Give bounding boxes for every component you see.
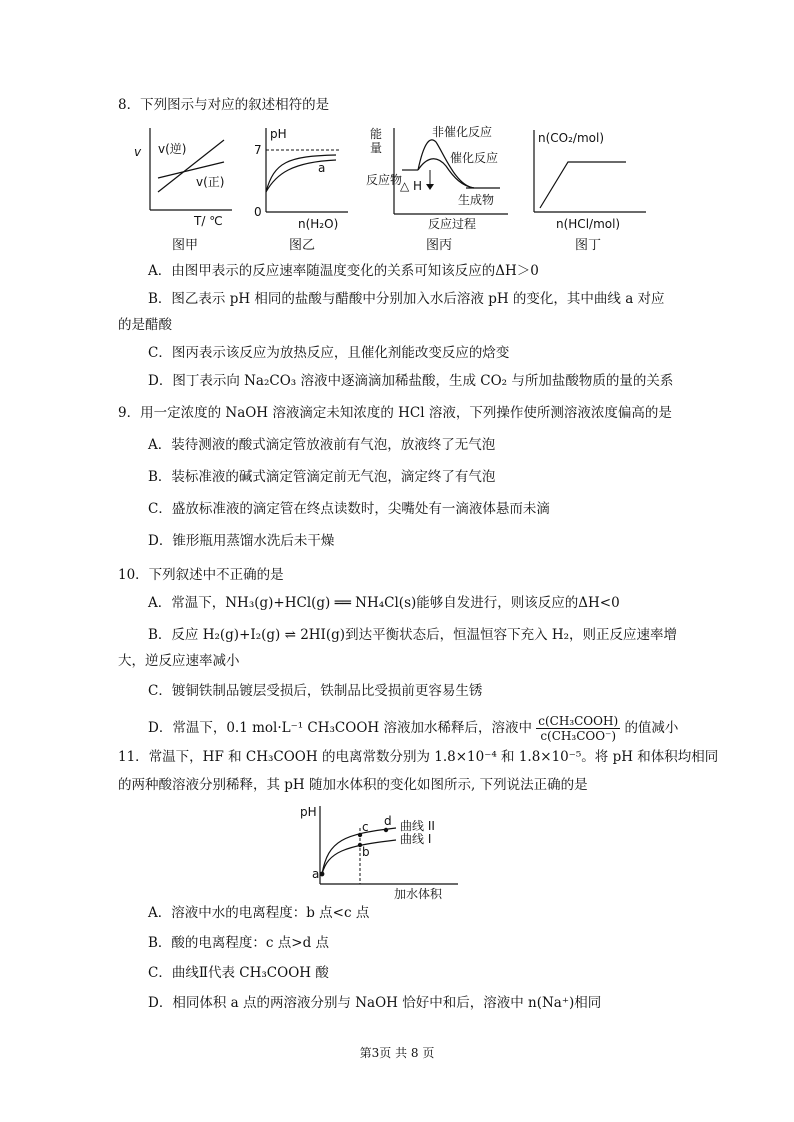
q11-point-d: d (384, 814, 392, 828)
q11-curve-1-label: 曲线 I (400, 832, 432, 846)
jia-curve-forward: v(正) (196, 175, 225, 189)
bing-reactant: 反应物 (366, 173, 403, 187)
q9-option-b: B．装标准液的碱式滴定管滴定前无气泡，滴定终了有气泡 (148, 469, 496, 485)
ding-y-label: n(CO₂/mol) (538, 131, 605, 145)
q10-option-a: A．常温下，NH₃(g)+HCl(g) ══ NH₄Cl(s)能够自发进行，则该反应的ΔH<0 (148, 595, 620, 611)
q11-stem-line2: 的两种酸溶液分别稀释，其 pH 随加水体积的变化如图所示, 下列说法正确的是 (118, 777, 588, 793)
bing-y-label-1: 能 (370, 127, 383, 141)
q8-stem: 8．下列图示与对应的叙述相符的是 (118, 97, 330, 113)
caption-ding: 图丁 (574, 238, 601, 253)
q10-d-fraction (536, 714, 620, 743)
q11-option-a: A．溶液中水的电离程度：b 点<c 点 (148, 905, 370, 921)
q8-option-c: C．图丙表示该反应为放热反应，且催化剂能改变反应的焓变 (148, 345, 510, 361)
q10-d-denominator: c(CH₃COO⁻) (540, 729, 617, 743)
q11-curve-2-label: 曲线 II (400, 819, 435, 833)
bing-product: 生成物 (458, 193, 495, 207)
q8-option-b-line1: B．图乙表示 pH 相同的盐酸与醋酸中分别加入水后溶液 pH 的变化，其中曲线 a 对应 (148, 291, 665, 307)
bing-uncatalyzed: 非催化反应 (432, 125, 493, 139)
figure-jia (128, 122, 240, 228)
q10-option-d (148, 712, 678, 744)
q11-point-a: a (312, 867, 320, 881)
bing-catalyzed: 催化反应 (450, 151, 499, 165)
q9-option-a: A．装待测液的酸式滴定管放液前有气泡，放液终了无气泡 (148, 437, 496, 453)
q11-point-b: b (362, 845, 370, 859)
q9-stem: 9．用一定浓度的 NaOH 溶液滴定未知浓度的 HCl 溶液，下列操作使所测溶液浓度偏高的是 (118, 405, 672, 421)
q10-stem: 10．下列叙述中不正确的是 (118, 567, 284, 583)
caption-yi: 图乙 (288, 238, 315, 253)
q10-option-b-line1: B．反应 H₂(g)+I₂(g) ⇌ 2HI(g)到达平衡状态后，恒温恒容下充入 H₂，则正反应速率增 (148, 627, 678, 643)
q11-option-b: B．酸的电离程度：c 点>d 点 (148, 935, 330, 951)
q8-option-a: A．由图甲表示的反应速率随温度变化的关系可知该反应的ΔH＞0 (148, 263, 539, 279)
q9-option-c: C．盛放标准液的滴定管在终点读数时，尖嘴处有一滴液体悬而未滴 (148, 501, 550, 517)
caption-bing: 图丙 (425, 238, 452, 253)
yi-y-label: pH (270, 127, 287, 141)
ding-x-label: n(HCl/mol) (556, 217, 621, 231)
jia-x-label: T/ ℃ (194, 214, 223, 228)
q11-option-c: C．曲线Ⅱ代表 CH₃COOH 酸 (148, 965, 329, 981)
figure-yi (248, 122, 358, 232)
jia-y-label: v (134, 145, 142, 159)
page-footer: 第3页 共 8 页 (359, 1046, 435, 1060)
q11-option-d: D．相同体积 a 点的两溶液分别与 NaOH 恰好中和后，溶液中 n(Na⁺)相同 (148, 995, 602, 1011)
q10-d-suffix: 的值减小 (624, 720, 679, 736)
q8-option-d: D．图丁表示向 Na₂CO₃ 溶液中逐滴滴加稀盐酸，生成 CO₂ 与所加盐酸物质的量的关系 (148, 373, 674, 389)
q11-point-c: c (362, 820, 369, 834)
q10-option-b-line2: 大，逆反应速率减小 (118, 653, 240, 669)
q8-option-b-line2: 的是醋酸 (118, 317, 172, 333)
bing-delta-h: △ H (400, 179, 423, 193)
jia-curve-reverse: v(逆) (158, 142, 187, 156)
bing-x-label: 反应过程 (428, 217, 477, 231)
yi-x-label: n(H₂O) (298, 217, 339, 231)
q10-d-prefix: D．常温下，0.1 mol·L⁻¹ CH₃COOH 溶液加水稀释后，溶液中 (148, 720, 532, 736)
q11-stem-line1: 11．常温下，HF 和 CH₃COOH 的电离常数分别为 1.8×10⁻⁴ 和 1.8×10⁻⁵。将 pH 和体积均相同 (118, 749, 719, 765)
figure-q11 (296, 798, 464, 902)
bing-y-label-2: 量 (370, 141, 383, 155)
q11-y-label: pH (300, 805, 317, 819)
figure-bing (366, 122, 514, 232)
q9-option-d: D．锥形瓶用蒸馏水洗后未干燥 (148, 533, 335, 549)
q10-d-numerator: c(CH₃COOH) (538, 714, 619, 728)
yi-curve-a: a (318, 161, 326, 175)
q11-x-label: 加水体积 (394, 887, 443, 901)
yi-y-tick: 7 (254, 143, 262, 157)
caption-jia: 图甲 (171, 238, 198, 253)
q10-option-c: C．镀铜铁制品镀层受损后，铁制品比受损前更容易生锈 (148, 683, 483, 699)
figure-ding (522, 122, 654, 232)
yi-origin: 0 (254, 205, 262, 219)
